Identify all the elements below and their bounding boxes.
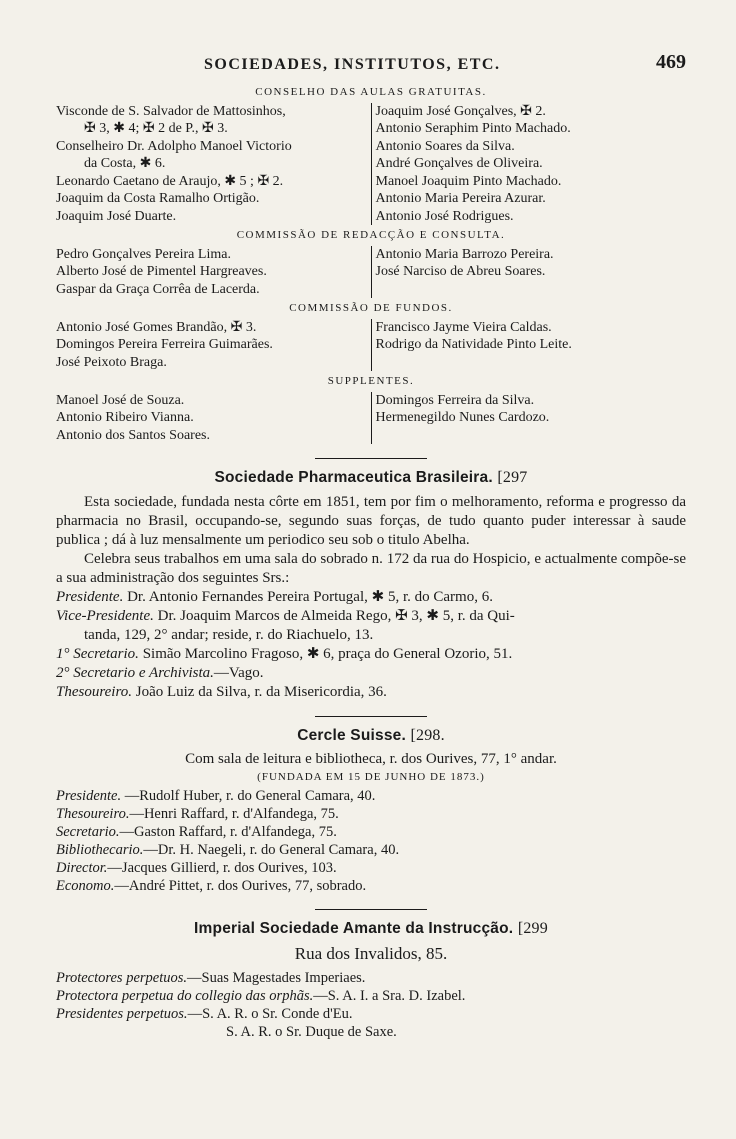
officer-role: Bibliothecario. — [56, 841, 144, 858]
page-number: 469 — [656, 51, 686, 73]
member-line — [376, 427, 687, 445]
officer-role: Economo. — [56, 877, 115, 894]
officer-text: —Jacques Gillierd, r. dos Ourives, 103. — [107, 859, 337, 876]
society-name: Imperial Sociedade Amante da Instrucção. — [194, 919, 514, 937]
member-line: Antonio José Gomes Brandão, ✠ 3. — [56, 319, 257, 335]
officer-entry — [56, 607, 686, 645]
member-line: André Gonçalves de Oliveira. — [375, 156, 543, 171]
officer-text: Dr. Antonio Fernandes Pereira Portugal, ✱ 5, r. do Carmo, 6. — [127, 588, 493, 605]
redaccao-right-column — [371, 246, 687, 299]
member-line: Manoel José de Souza. — [56, 392, 185, 408]
officer-text: —S. A. I. a Sra. D. Izabel. — [313, 988, 466, 1004]
officer-role: Vice-Presidente. — [56, 607, 154, 624]
pharmaceutica-meeting: Celebra seus trabalhos em uma sala do sobrado n. 172 da rua do Hospicio, e actualmente compõe-se a sua administração dos seguintes Srs.: — [56, 550, 686, 586]
member-line: da Costa, ✱ 6. — [84, 156, 166, 171]
member-line: Antonio José Rodrigues. — [375, 208, 514, 224]
officer-entry — [56, 645, 686, 664]
officer-text: S. A. R. o Sr. Duque de Saxe. — [226, 1024, 397, 1040]
conselho-left-column — [56, 103, 371, 226]
officer-text: —Gaston Raffard, r. d'Alfandega, 75. — [119, 823, 337, 840]
redaccao-heading: COMMISSÃO DE REDACÇÃO E CONSULTA. — [236, 229, 506, 241]
officer-entry — [56, 823, 686, 841]
cercle-officers — [56, 787, 686, 895]
member-line: Antonio Soares da Silva. — [375, 138, 515, 154]
imperial-officers — [56, 969, 686, 1041]
member-line: Conselheiro Dr. Adolpho Manoel Victorio — [56, 138, 292, 154]
fundos-list — [56, 319, 686, 372]
member-line: Joaquim da Costa Ramalho Ortigão. — [56, 191, 260, 206]
officer-role: Thesoureiro. — [56, 683, 132, 700]
member-line: Francisco Jayme Vieira Caldas. — [375, 319, 552, 335]
officer-entry — [56, 859, 686, 877]
officer-role: Presidente. — [56, 787, 122, 804]
conselho-heading: CONSELHO DAS AULAS GRATUITAS. — [255, 86, 487, 98]
officer-text: —Dr. H. Naegeli, r. do General Camara, 40. — [143, 841, 400, 858]
member-line: Domingos Ferreira da Silva. — [375, 392, 535, 408]
member-line: Joaquim José Duarte. — [56, 208, 177, 224]
imperial-address: Rua dos Invalidos, 85. — [294, 944, 448, 963]
entry-number: [298. — [410, 726, 445, 744]
member-line: Hermenegildo Nunes Cardozo. — [375, 410, 550, 425]
member-line: José Narciso de Abreu Soares. — [375, 264, 546, 279]
pharmaceutica-description: Esta sociedade, fundada nesta côrte em 1851, tem por fim o melhoramento, reforma e progresso da pharmacia no Brasil, occupando-se, segundo suas forças, de tudo quanto puder interessar à saude publica ; dá à luz mensalmente um periodico seu sob o titulo Abelha. — [56, 493, 686, 548]
pharmaceutica-title — [56, 469, 686, 487]
member-line: Manoel Joaquim Pinto Machado. — [375, 173, 562, 189]
member-line: Antonio Maria Pereira Azurar. — [375, 191, 546, 206]
officer-entry — [56, 787, 686, 805]
fundos-right-column — [371, 319, 687, 372]
member-line: Alberto José de Pimentel Hargreaves. — [56, 264, 267, 279]
supplentes-heading: SUPPLENTES. — [327, 375, 415, 387]
officer-role: Director. — [56, 859, 108, 876]
redaccao-list — [56, 246, 686, 299]
member-line: Visconde de S. Salvador de Mattosinhos, — [56, 103, 286, 119]
officer-role: Presidentes perpetuos. — [56, 1006, 188, 1022]
member-line: Domingos Pereira Ferreira Guimarães. — [56, 337, 273, 352]
officer-role: Secretario. — [56, 823, 120, 840]
officer-entry — [56, 1023, 686, 1041]
section-divider — [315, 909, 427, 910]
officer-entry — [56, 805, 686, 823]
officer-text: —Suas Magestades Imperiaes. — [187, 970, 366, 986]
section-divider — [315, 716, 427, 717]
supplentes-left-column — [56, 392, 371, 445]
entry-number: [299 — [517, 919, 548, 937]
member-line: José Peixoto Braga. — [56, 354, 167, 370]
officer-text: —Henri Raffard, r. d'Alfandega, 75. — [129, 805, 339, 822]
officer-entry — [56, 877, 686, 895]
officer-entry — [56, 987, 686, 1005]
officer-text: —Rudolf Huber, r. do General Camara, 40. — [121, 787, 376, 804]
officer-role: Thesoureiro. — [56, 805, 130, 822]
officer-entry — [56, 841, 686, 859]
fundos-heading: COMMISSÃO DE FUNDOS. — [289, 302, 453, 314]
officer-entry — [56, 664, 686, 683]
member-line: Antonio dos Santos Soares. — [56, 427, 210, 443]
member-line: Pedro Gonçalves Pereira Lima. — [56, 246, 231, 262]
officer-text: —Vago. — [213, 664, 264, 681]
member-line — [376, 354, 687, 372]
officer-role: Protectora perpetua do collegio das orphãs. — [56, 988, 314, 1004]
cercle-founded: (FUNDADA EM 15 DE JUNHO DE 1873.) — [257, 771, 485, 783]
cercle-title — [56, 727, 686, 745]
member-line: Antonio Seraphim Pinto Machado. — [375, 121, 571, 136]
member-line — [376, 281, 687, 299]
entry-number: [297 — [497, 469, 528, 486]
officer-role: 1° Secretario. — [56, 645, 139, 662]
officer-text: —André Pittet, r. dos Ourives, 77, sobrado. — [114, 877, 367, 894]
running-head — [56, 51, 686, 82]
officer-entry — [56, 1005, 686, 1023]
cercle-address: Com sala de leitura e bibliotheca, r. dos Ourives, 77, 1° andar. — [185, 751, 557, 767]
officer-entry — [56, 969, 686, 987]
member-line: Gaspar da Graça Corrêa de Lacerda. — [56, 281, 260, 297]
member-line: ✠ 3, ✱ 4; ✠ 2 de P., ✠ 3. — [84, 121, 228, 136]
document-page — [56, 51, 686, 1041]
society-name: Sociedade Pharmaceutica Brasileira. — [214, 469, 493, 486]
officer-role: Presidente. — [56, 588, 124, 605]
officer-text: Simão Marcolino Fragoso, ✱ 6, praça do General Ozorio, 51. — [142, 645, 513, 662]
redaccao-left-column — [56, 246, 371, 299]
member-line: Rodrigo da Natividade Pinto Leite. — [375, 337, 572, 352]
officer-text: João Luiz da Silva, r. da Misericordia, 36. — [135, 683, 387, 700]
imperial-title — [56, 920, 686, 938]
conselho-right-column — [371, 103, 687, 226]
society-name: Cercle Suisse. — [297, 726, 406, 744]
fundos-left-column — [56, 319, 371, 372]
member-line: Leonardo Caetano de Araujo, ✱ 5 ; ✠ 2. — [56, 173, 284, 189]
officer-text: —S. A. R. o Sr. Conde d'Eu. — [187, 1006, 353, 1022]
section-divider — [315, 458, 427, 459]
running-title: SOCIEDADES, INSTITUTOS, ETC. — [204, 56, 501, 73]
member-line: Antonio Ribeiro Vianna. — [56, 410, 194, 425]
officer-role: Protectores perpetuos. — [56, 970, 188, 986]
member-line: Joaquim José Gonçalves, ✠ 2. — [375, 103, 546, 119]
officer-text: Dr. Joaquim Marcos de Almeida Rego, ✠ 3, ✱ 5, r. da Qui- — [157, 607, 515, 624]
officer-role: 2° Secretario e Archivista. — [56, 664, 214, 681]
supplentes-list — [56, 392, 686, 445]
member-line: Antonio Maria Barrozo Pereira. — [375, 246, 554, 262]
officer-continuation: tanda, 129, 2° andar; reside, r. do Riachuelo, 13. — [84, 626, 374, 643]
officer-entry — [56, 588, 686, 607]
officer-entry — [56, 683, 686, 702]
supplentes-right-column — [371, 392, 687, 445]
pharmaceutica-officers — [56, 588, 686, 702]
conselho-list — [56, 103, 686, 226]
